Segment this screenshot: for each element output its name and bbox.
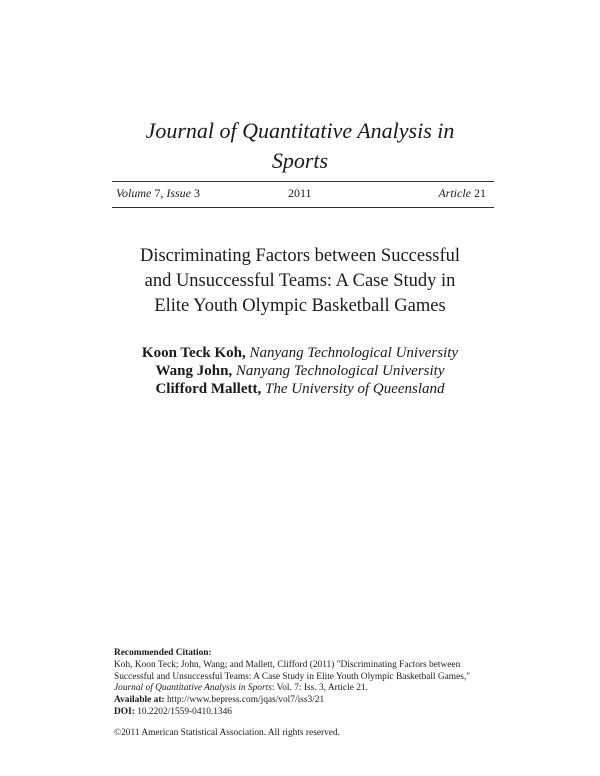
volume-label: Volume (116, 186, 152, 200)
citation-volume-info: : Vol. 7: Iss. 3, Article 21. (271, 683, 368, 694)
author-name: Clifford Mallett, (155, 381, 262, 397)
author-entry (80, 380, 520, 398)
header-rule-bottom (112, 207, 494, 208)
citation-line (114, 683, 494, 695)
article-title (90, 244, 510, 319)
article-num-value: 21 (474, 186, 486, 200)
issue-info-bar (116, 186, 486, 204)
issue-number: 3 (194, 186, 200, 200)
journal-title (100, 116, 500, 176)
header-rule-top (112, 181, 494, 182)
available-at-link[interactable]: http://www.bepress.com/jqas/vol7/iss3/21 (166, 695, 325, 706)
citation-journal-name: Journal of Quantitative Analysis in Sports (114, 683, 272, 694)
journal-title-line-1: Journal of Quantitative Analysis in (145, 118, 455, 143)
author-list (80, 344, 520, 398)
citation-doi (114, 707, 494, 719)
author-name: Koon Teck Koh, (141, 345, 246, 361)
volume-issue: Volume 7, Issue 3 (116, 186, 200, 200)
volume-number: 7 (154, 186, 161, 200)
citation-available-at (114, 695, 494, 707)
author-entry (80, 344, 520, 362)
citation-line: Koh, Koon Teck; John, Wang; and Mallett, Clifford (2011) "Discriminating Factors between (114, 659, 461, 670)
journal-title-line-2: Sports (271, 148, 329, 173)
article-label: Article (438, 186, 471, 200)
article-title-line: and Unsuccessful Teams: A Case Study in (144, 271, 456, 291)
article-number (438, 186, 486, 201)
doi-label: DOI: (114, 706, 135, 717)
author-entry (80, 362, 520, 380)
citation-line: Successful and Unsuccessful Teams: A Case Study in Elite Youth Olympic Basketball Games," (114, 671, 471, 682)
author-affiliation: The University of Queensland (265, 381, 445, 397)
issue-label: Issue (166, 186, 191, 200)
publication-year: 2011 (288, 186, 312, 200)
article-title-line: Elite Youth Olympic Basketball Games (154, 296, 446, 316)
copyright-notice: ©2011 American Statistical Association. All rights reserved. (114, 728, 341, 738)
doi-value: 10.2202/1559-0410.1346 (137, 706, 232, 717)
article-title-line: Discriminating Factors between Successful (139, 246, 461, 266)
recommended-citation (114, 648, 494, 719)
author-affiliation: Nanyang Technological University (235, 363, 445, 379)
available-at-label: Available at: (114, 695, 165, 706)
author-affiliation: Nanyang Technological University (249, 345, 459, 361)
author-name: Wang John, (155, 363, 233, 379)
citation-heading: Recommended Citation: (114, 648, 212, 658)
